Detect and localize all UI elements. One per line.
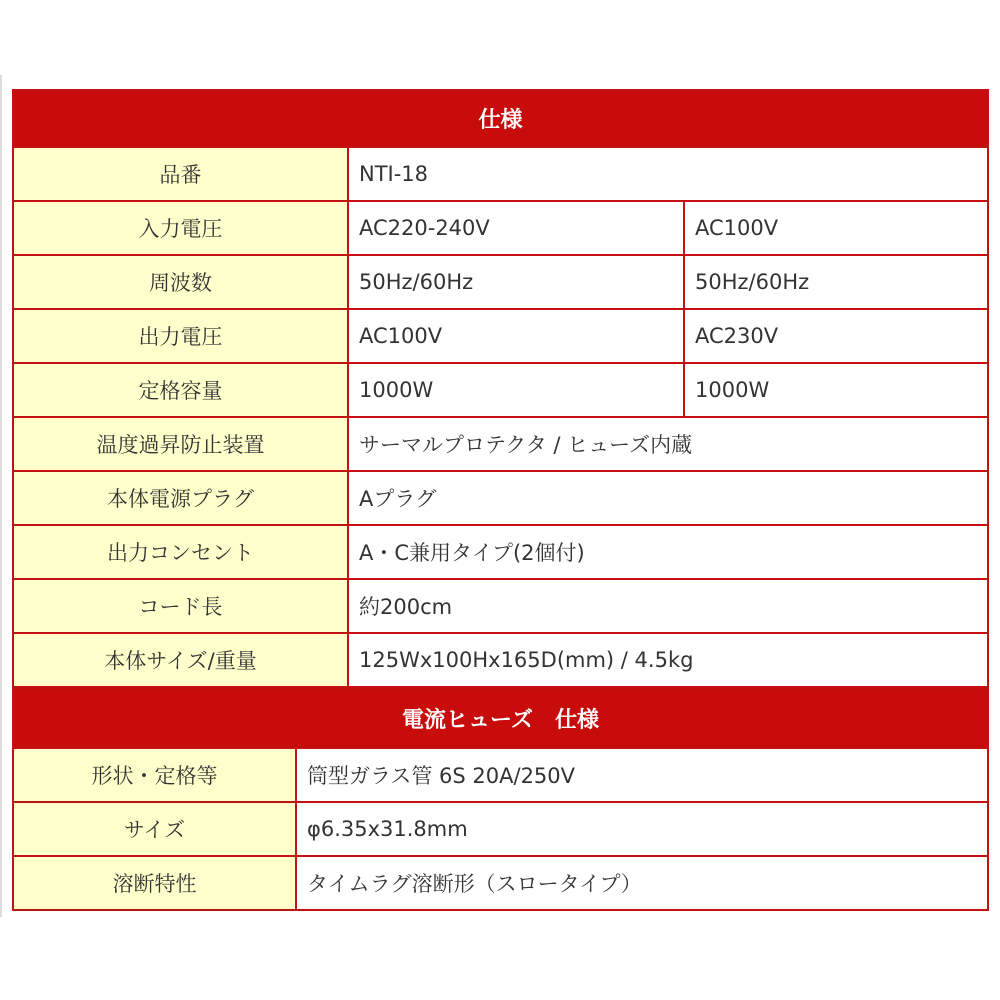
row-value: A・C兼用タイプ(2個付) [348,525,988,579]
row-value: 50Hz/60Hz [684,255,988,309]
row-value: サーマルプロテクタ / ヒューズ内蔵 [348,417,988,471]
page-left-rule [0,75,2,917]
row-value: 1000W [348,363,684,417]
row-label: 温度過昇防止装置 [13,417,348,471]
table-row [13,201,988,255]
table-row [13,417,988,471]
table-row [13,255,988,309]
table-row [13,802,988,856]
table-row [13,579,988,633]
row-label: 品番 [13,147,348,201]
table-row [13,471,988,525]
row-label: 入力電圧 [13,201,348,255]
table-row [13,748,988,802]
row-value: φ6.35x31.8mm [296,802,988,856]
fuse-header-row [13,688,988,748]
spec-title: 仕様 [13,90,988,147]
row-value: 1000W [684,363,988,417]
row-value: 筒型ガラス管 6S 20A/250V [296,748,988,802]
table-row [13,525,988,579]
row-label: 周波数 [13,255,348,309]
fuse-title: 電流ヒューズ 仕様 [13,688,988,748]
row-label: 溶断特性 [13,856,296,910]
table-row [13,363,988,417]
row-label: サイズ [13,802,296,856]
table-row [13,147,988,201]
row-value: AC100V [348,309,684,363]
row-label: 定格容量 [13,363,348,417]
row-value: NTI-18 [348,147,988,201]
row-value: AC230V [684,309,988,363]
row-value: AC100V [684,201,988,255]
row-value: AC220-240V [348,201,684,255]
table-row [13,309,988,363]
row-value: Aプラグ [348,471,988,525]
row-value: 125Wx100Hx165D(mm) / 4.5kg [348,633,988,687]
row-value: タイムラグ溶断形（スロータイプ） [296,856,988,910]
row-label: 出力電圧 [13,309,348,363]
row-label: 本体電源プラグ [13,471,348,525]
spec-header-row [13,90,988,147]
row-label: 本体サイズ/重量 [13,633,348,687]
fuse-spec-table [12,687,989,911]
table-row [13,633,988,687]
row-value: 約200cm [348,579,988,633]
row-label: 形状・定格等 [13,748,296,802]
table-row [13,856,988,910]
row-label: 出力コンセント [13,525,348,579]
spec-table [12,89,989,688]
row-value: 50Hz/60Hz [348,255,684,309]
row-label: コード長 [13,579,348,633]
